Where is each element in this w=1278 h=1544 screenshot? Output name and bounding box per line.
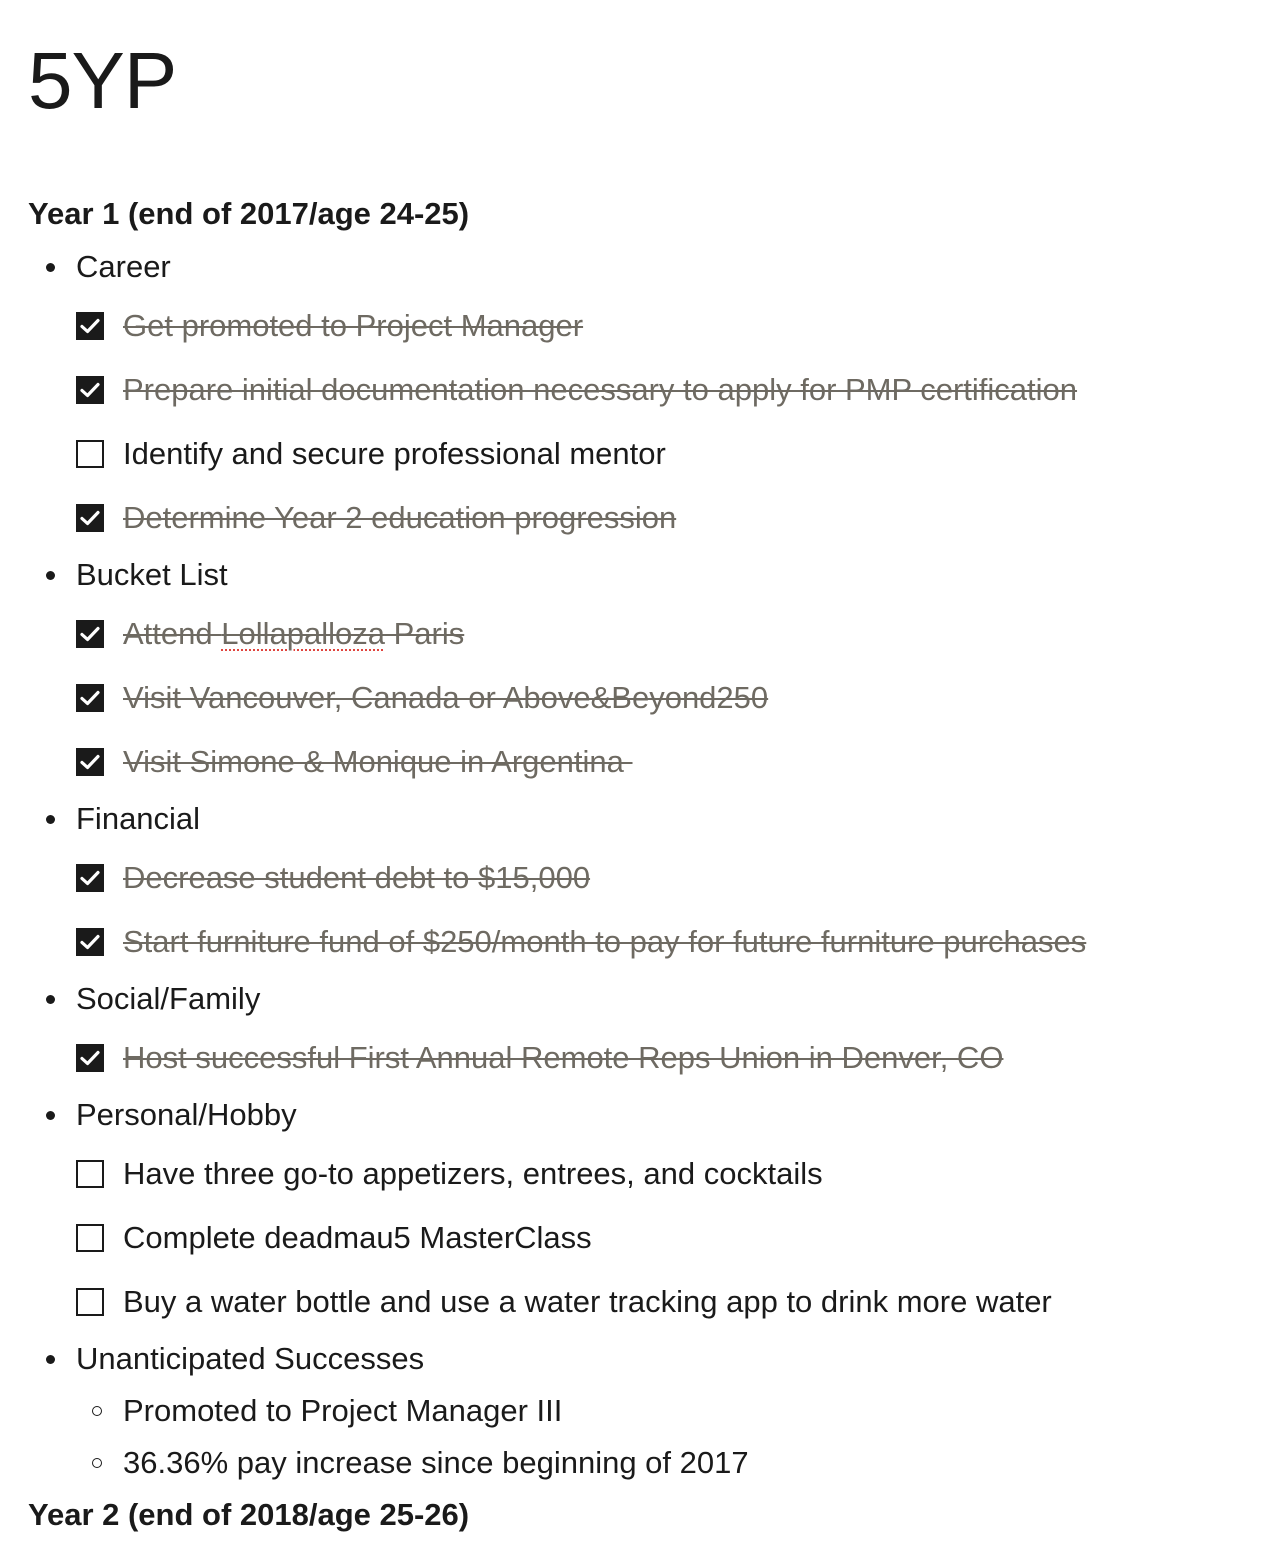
task-checkbox[interactable]	[76, 1224, 104, 1252]
bullet-dot-icon	[46, 571, 55, 580]
checkmark-icon	[80, 754, 100, 770]
sub-list-item[interactable]	[92, 1391, 562, 1431]
section-label: Financial	[76, 801, 201, 836]
task-text: Get promoted to Project Manager	[123, 308, 584, 343]
task-text: Decrease student debt to $15,000	[123, 860, 591, 895]
task-row[interactable]	[76, 1218, 592, 1258]
task-row[interactable]	[76, 498, 676, 538]
bullet-dot-icon	[46, 263, 55, 272]
task-row[interactable]	[76, 306, 583, 346]
section-unanticipated-successes[interactable]	[28, 1339, 424, 1379]
task-row[interactable]	[76, 614, 464, 654]
checkmark-icon	[80, 382, 100, 398]
bullet-dot-icon	[46, 815, 55, 824]
task-row[interactable]	[76, 858, 590, 898]
checkmark-icon	[80, 510, 100, 526]
section-social-family[interactable]	[28, 979, 260, 1019]
section-label: Social/Family	[76, 981, 261, 1016]
bullet-dot-icon	[46, 995, 55, 1004]
task-text: Prepare initial documentation necessary to apply for PMP certification	[123, 372, 1078, 407]
checkmark-icon	[80, 626, 100, 642]
task-row[interactable]	[76, 678, 768, 718]
task-checkbox[interactable]	[76, 312, 104, 340]
hollow-circle-icon	[92, 1458, 102, 1468]
task-text: Start furniture fund of $250/month to pay for future furniture purchases	[123, 924, 1087, 959]
task-checkbox[interactable]	[76, 504, 104, 532]
section-label: Personal/Hobby	[76, 1097, 297, 1132]
task-row[interactable]	[76, 922, 1086, 962]
task-text: Determine Year 2 education progression	[123, 500, 677, 535]
task-text: Host successful First Annual Remote Reps Union in Denver, CO	[123, 1040, 1004, 1075]
task-text: Identify and secure professional mentor	[123, 436, 666, 471]
task-checkbox[interactable]	[76, 864, 104, 892]
task-checkbox[interactable]	[76, 620, 104, 648]
section-label: Bucket List	[76, 557, 228, 592]
year-2-heading[interactable]: Year 2 (end of 2018/age 25-26)	[28, 1497, 470, 1532]
misspelled-word[interactable]: Lollapalloza	[221, 616, 385, 651]
task-text: Have three go-to appetizers, entrees, and cocktails	[123, 1156, 823, 1191]
task-checkbox[interactable]	[76, 1288, 104, 1316]
task-checkbox[interactable]	[76, 440, 104, 468]
task-text	[123, 614, 464, 654]
checkmark-icon	[80, 318, 100, 334]
task-checkbox[interactable]	[76, 928, 104, 956]
task-row[interactable]	[76, 1154, 823, 1194]
section-career[interactable]	[28, 247, 171, 287]
sub-list-text: Promoted to Project Manager III	[123, 1393, 563, 1428]
sub-list-item[interactable]	[92, 1443, 749, 1483]
section-label: Unanticipated Successes	[76, 1341, 425, 1376]
task-checkbox[interactable]	[76, 1044, 104, 1072]
bullet-dot-icon	[46, 1355, 55, 1364]
task-checkbox[interactable]	[76, 684, 104, 712]
task-row[interactable]	[76, 742, 633, 782]
task-checkbox[interactable]	[76, 748, 104, 776]
hollow-circle-icon	[92, 1406, 102, 1416]
task-checkbox[interactable]	[76, 1160, 104, 1188]
checkmark-icon	[80, 1050, 100, 1066]
task-row[interactable]	[76, 1038, 1003, 1078]
checkmark-icon	[80, 690, 100, 706]
task-row[interactable]	[76, 434, 666, 474]
task-text: Visit Simone & Monique in Argentina	[123, 744, 633, 779]
document-title[interactable]: 5YP	[28, 36, 177, 125]
section-label: Career	[76, 249, 171, 284]
bullet-dot-icon	[46, 1111, 55, 1120]
task-text: Buy a water bottle and use a water tracking app to drink more water	[123, 1284, 1052, 1319]
section-financial[interactable]	[28, 799, 200, 839]
sub-list-text: 36.36% pay increase since beginning of 2017	[123, 1445, 749, 1480]
task-text: Visit Vancouver, Canada or Above&Beyond250	[123, 680, 769, 715]
checkmark-icon	[80, 934, 100, 950]
checkmark-icon	[80, 870, 100, 886]
section-bucket-list[interactable]	[28, 555, 228, 595]
task-text-part: Paris	[384, 616, 465, 651]
task-row[interactable]	[76, 370, 1077, 410]
task-text: Complete deadmau5 MasterClass	[123, 1220, 592, 1255]
task-text-part: Attend	[123, 616, 222, 651]
year-1-heading[interactable]: Year 1 (end of 2017/age 24-25)	[28, 196, 470, 231]
task-row[interactable]	[76, 1282, 1052, 1322]
section-personal-hobby[interactable]	[28, 1095, 297, 1135]
task-checkbox[interactable]	[76, 376, 104, 404]
